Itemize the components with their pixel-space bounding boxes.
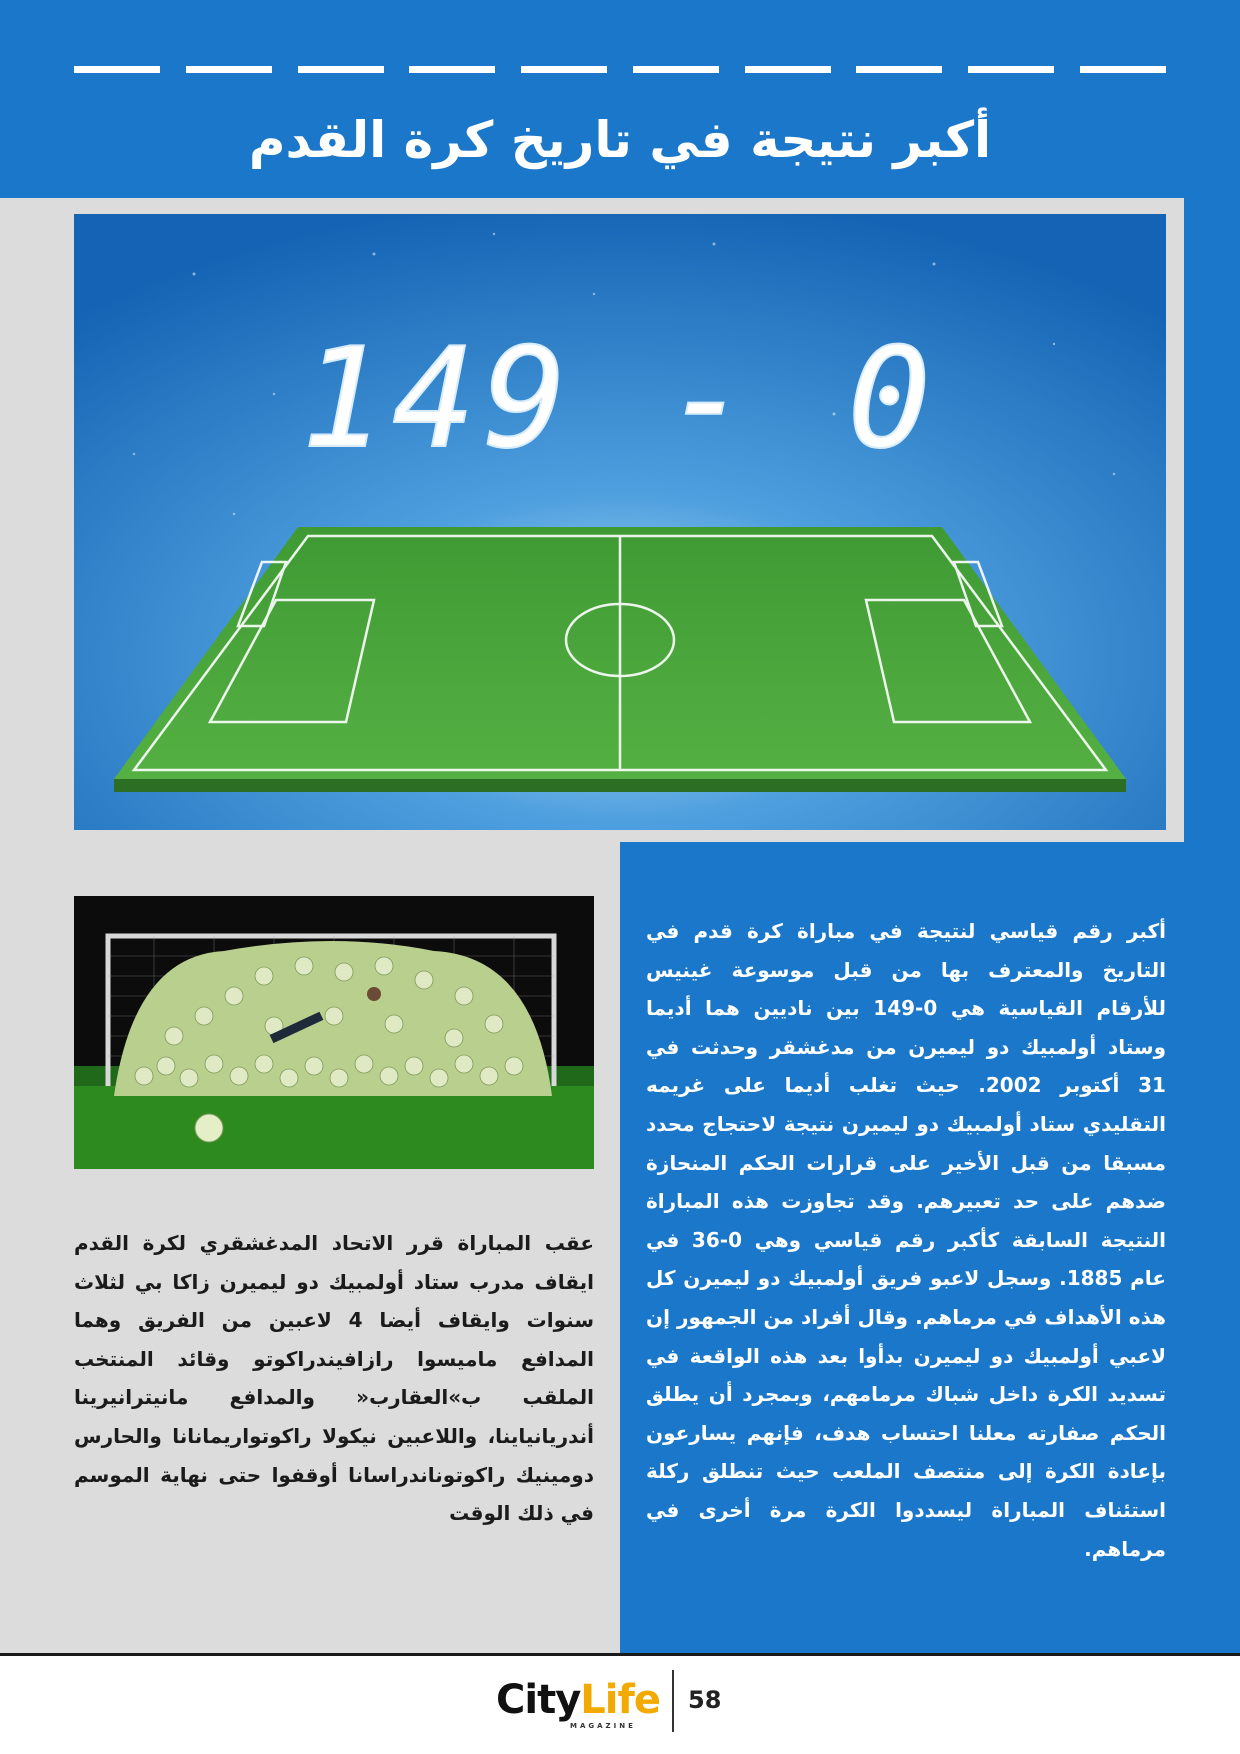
right-article-paragraph: أكبر رقم قياسي لنتيجة في مباراة كرة قدم في التاريخ والمعترف بها من قبل موسوعة غينيس للأرقام القياسية هي 0-149 بين ناديين هما أديما وستاد أولمبيك دو ليميرن من مدغشقر وحدثت في 31 أكتوبر 2002. حيث تغلب أديما على غريمه التقليدي ستاد أولمبيك دو ليميرن نتيجة لاحتجاج محدد مسبقا من قبل الأخير على قرارات الحكم المنحازة ضدهم على حد تعبيرهم. وقد تجاوزت هذه المباراة النتيجة السابقة كأكبر رقم قياسي وهي 0-36 في عام 1885. وسجل لاعبو فريق أولمبيك دو ليميرن كل هذه الأهداف في مرماهم. وقال أفراد من الجمهور إن لاعبي أولمبيك دو ليميرن بدأوا بعد هذه الواقعة في تسديد الكرة داخل شباك مرمامهم، وبمجرد أن يطلق الحكم صفارته معلنا احتساب هدف، فإنهم يسارعون بإعادة الكرة إلى منتصف الملعب حيث تنطلق ركلة استئناف المباراة ليسددوا الكرة مرة أخرى في مرماهم. [646, 919, 1167, 1561]
hero-scoreboard-image [74, 214, 1166, 830]
citylife-logo [496, 1677, 660, 1723]
header-band [0, 0, 1240, 198]
blue-side-strip [1184, 198, 1240, 842]
dash-decoration [74, 66, 1166, 74]
logo-subtitle: MAGAZINE [570, 1722, 636, 1730]
footer-divider [0, 1653, 1240, 1656]
hero-score: 149 - 0 [301, 318, 939, 479]
left-article-paragraph: عقب المباراة قرر الاتحاد المدغشقري لكرة القدم ايقاف مدرب ستاد أولمبيك دو ليميرن زاكا بي لثلاث سنوات وايقاف أيضا 4 لاعبين من الفريق وهما المدافع ماميسوا رازافيندراكوتو وقائد المنتخب الملقب ب»العقارب« والمدافع مانيترانيرينا أندريانياينا، واللاعبين نيكولا راكوتواريمانانا والحارس دومينيك راكوتوناندراسانا أوقفوا حتى نهاية الموسم في ذلك الوقت [74, 1231, 594, 1526]
page-title: أكبر نتيجة في تاريخ كرة القدم [248, 111, 992, 169]
logo-city: City [496, 1677, 581, 1723]
goal-full-of-balls-image [74, 896, 594, 1169]
logo-life: Life [580, 1677, 660, 1723]
page-number: 58 [688, 1686, 722, 1714]
footer-separator [672, 1670, 674, 1732]
